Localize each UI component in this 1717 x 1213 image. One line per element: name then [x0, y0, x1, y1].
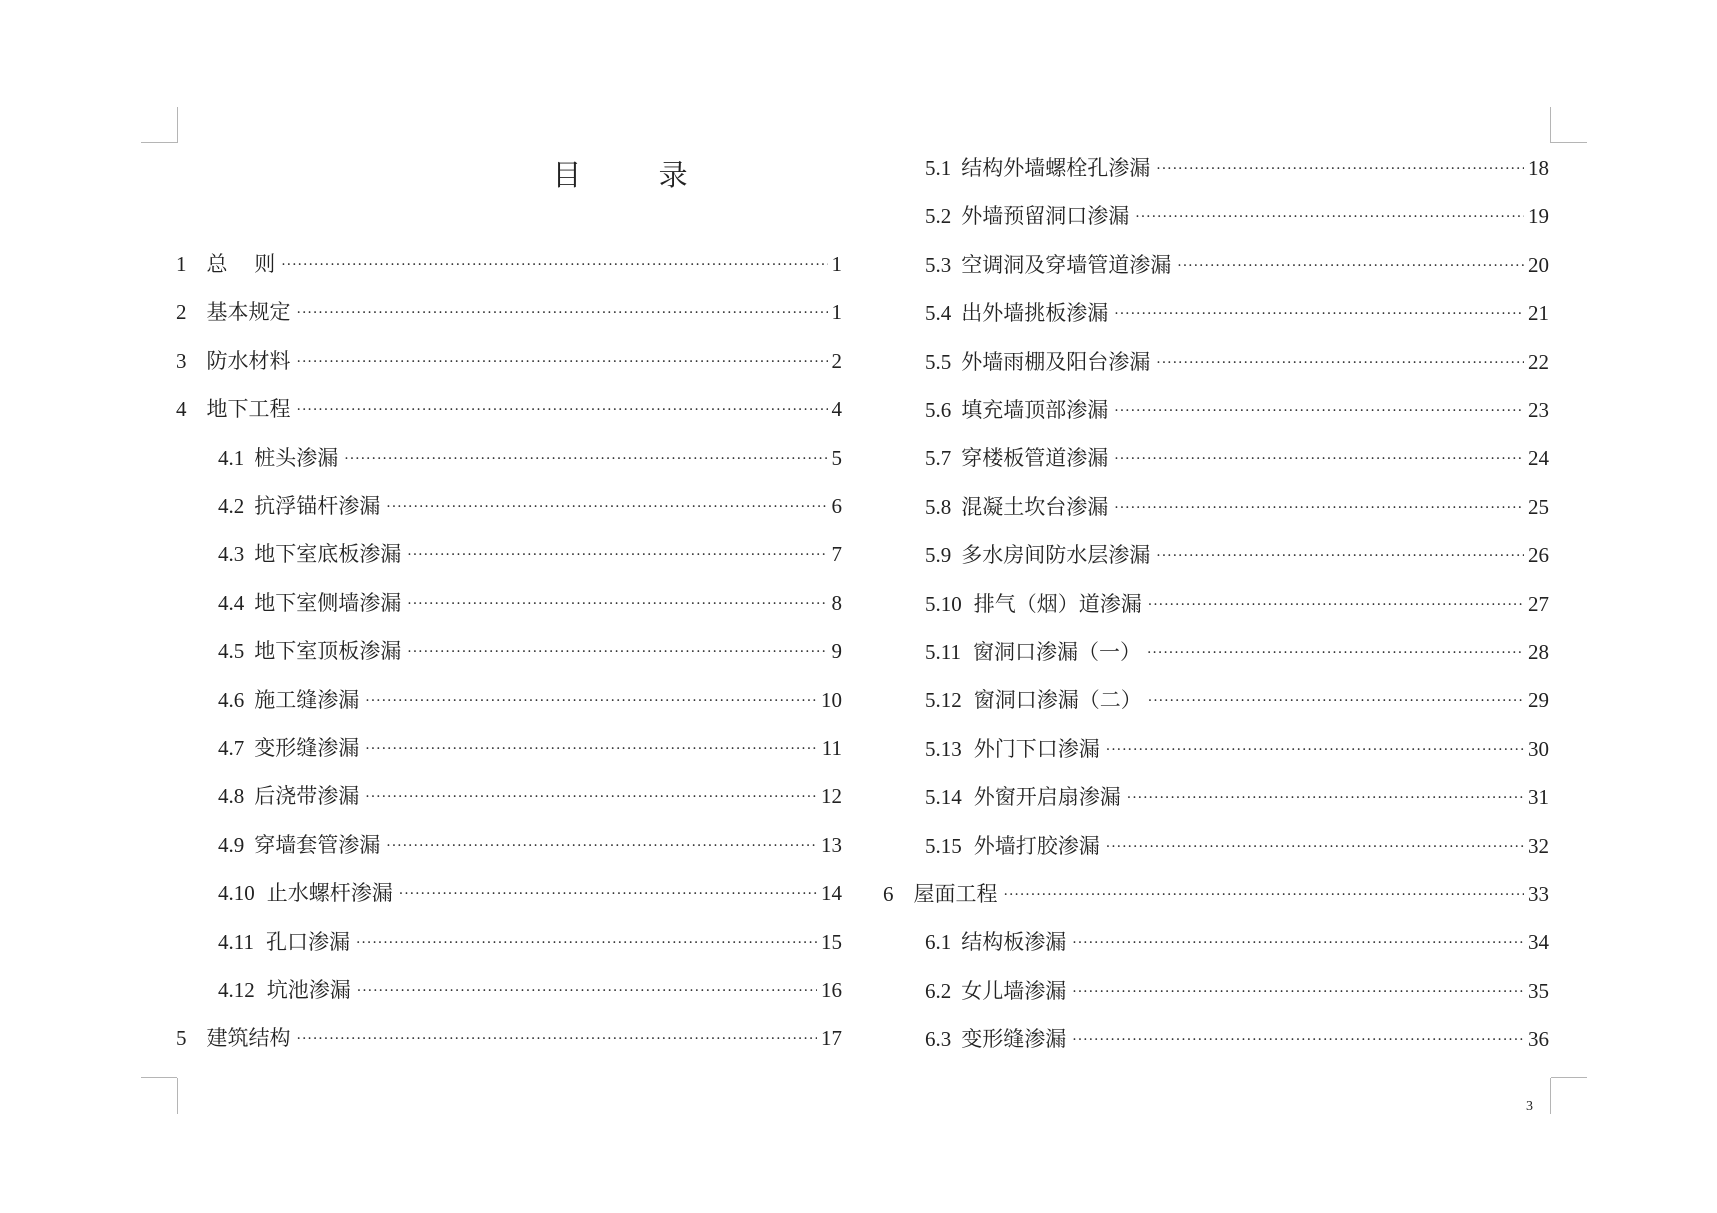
toc-entry-page: 12 — [821, 784, 842, 809]
toc-entry-page: 18 — [1528, 156, 1549, 180]
toc-entry[interactable] — [176, 873, 842, 907]
toc-dot-leader — [297, 352, 828, 372]
toc-entry-number: 4.12 — [218, 978, 255, 1002]
toc-entry-number: 5.3 — [925, 252, 952, 277]
toc-entry-title: 屋面工程 — [913, 882, 998, 906]
toc-entry-page: 15 — [821, 929, 842, 954]
toc-entry-number: 4.4 — [218, 590, 245, 615]
toc-entry-title: 防水材料 — [206, 348, 291, 373]
toc-entry-title: 穿墙套管渗漏 — [254, 832, 381, 857]
toc-dot-leader — [1148, 691, 1524, 711]
toc-entry-number: 4 — [176, 397, 187, 422]
toc-entry-number: 6.2 — [925, 978, 952, 1003]
toc-dot-leader — [1156, 353, 1524, 373]
toc-entry-page: 21 — [1528, 301, 1549, 326]
toc-dot-leader — [365, 739, 818, 759]
toc-dot-leader — [1114, 401, 1524, 421]
toc-dot-leader — [1004, 885, 1525, 905]
toc-entry[interactable] — [176, 292, 842, 326]
toc-dot-leader — [1127, 788, 1524, 808]
toc-entry[interactable] — [883, 922, 1549, 956]
toc-entry-title: 地下室侧墙渗漏 — [254, 590, 402, 615]
toc-entry[interactable] — [883, 148, 1549, 182]
toc-dot-leader — [407, 545, 827, 565]
toc-entry[interactable] — [883, 632, 1549, 666]
toc-dot-leader — [1148, 595, 1524, 615]
toc-entry[interactable] — [883, 438, 1549, 472]
toc-entry-title: 出外墙挑板渗漏 — [961, 301, 1109, 326]
toc-entry-page: 1 — [831, 300, 842, 325]
toc-entry-title: 窗洞口渗漏（二） — [973, 688, 1142, 713]
toc-entry-page: 2 — [831, 348, 842, 373]
toc-entry-number: 6.1 — [925, 930, 952, 955]
toc-entry-page: 11 — [821, 736, 842, 760]
toc-entry-page: 19 — [1528, 204, 1549, 229]
crop-mark-bottom-right-h — [1551, 1077, 1587, 1078]
toc-entry[interactable] — [176, 922, 842, 956]
toc-dot-leader — [1072, 982, 1524, 1002]
toc-dot-leader — [365, 691, 817, 711]
toc-dot-leader — [365, 787, 817, 807]
toc-dot-leader — [297, 303, 828, 323]
toc-entry-title: 基本规定 — [206, 300, 291, 325]
toc-entry-number: 2 — [176, 300, 187, 325]
crop-mark-top-left-v — [177, 107, 178, 143]
toc-entry-title: 孔口渗漏 — [265, 929, 350, 954]
toc-entry-title: 变形缝渗漏 — [961, 1027, 1067, 1052]
toc-entry[interactable] — [883, 245, 1549, 279]
toc-entry-number: 6.3 — [925, 1027, 952, 1052]
toc-entry[interactable] — [883, 971, 1549, 1005]
toc-dot-leader — [1072, 1030, 1524, 1050]
crop-mark-bottom-left-h — [141, 1077, 177, 1078]
toc-dot-leader — [1106, 740, 1524, 760]
toc-entry-page: 27 — [1528, 591, 1549, 616]
toc-entry-page: 4 — [831, 397, 842, 422]
toc-dot-leader — [1147, 643, 1524, 663]
toc-entry-page: 14 — [821, 881, 842, 906]
toc-dot-leader — [1156, 159, 1524, 179]
toc-entry[interactable] — [883, 874, 1549, 908]
toc-entry-title: 结构外墙螺栓孔渗漏 — [961, 156, 1151, 180]
toc-entry-title: 多水房间防水层渗漏 — [961, 543, 1151, 568]
toc-dot-leader — [344, 449, 827, 469]
toc-entry[interactable] — [883, 390, 1549, 424]
toc-entry-number: 3 — [176, 348, 187, 373]
toc-entry[interactable] — [883, 342, 1549, 376]
toc-entry-number: 4.6 — [218, 687, 245, 712]
toc-entry[interactable] — [883, 487, 1549, 521]
toc-dot-leader — [1135, 207, 1524, 227]
toc-dot-leader — [386, 497, 827, 517]
toc-entry[interactable] — [176, 438, 842, 472]
toc-entry-page: 23 — [1528, 398, 1549, 422]
toc-entry-title: 外窗开启扇渗漏 — [973, 785, 1121, 810]
toc-entry-title: 建筑结构 — [206, 1026, 291, 1051]
toc-entry-number: 4.1 — [218, 445, 245, 470]
toc-entry-title: 桩头渗漏 — [254, 445, 339, 470]
toc-entry-number: 5.9 — [925, 543, 952, 568]
toc-entry-title: 外墙雨棚及阳台渗漏 — [961, 349, 1151, 374]
toc-entry[interactable] — [176, 1018, 842, 1052]
toc-entry[interactable] — [883, 535, 1549, 569]
toc-entry-number: 5.2 — [925, 204, 952, 229]
toc-entry-number: 4.8 — [218, 784, 245, 809]
toc-entry[interactable] — [883, 1019, 1549, 1053]
toc-entry-title: 地下室顶板渗漏 — [254, 639, 402, 664]
toc-dot-leader — [386, 836, 817, 856]
toc-entry-title: 女儿墙渗漏 — [961, 978, 1067, 1003]
toc-entry-title: 抗浮锚杆渗漏 — [254, 494, 381, 518]
toc-dot-leader — [1156, 546, 1524, 566]
toc-entry-number: 5.7 — [925, 446, 952, 471]
toc-dot-leader — [1106, 837, 1524, 857]
toc-entry-title: 窗洞口渗漏（一） — [972, 640, 1141, 664]
crop-mark-top-right-h — [1551, 142, 1587, 143]
toc-entry[interactable] — [176, 341, 842, 375]
toc-entry[interactable] — [883, 196, 1549, 230]
toc-entry-number: 5.15 — [925, 833, 962, 858]
toc-entry-page: 30 — [1528, 736, 1549, 761]
toc-entry-page: 28 — [1528, 640, 1549, 664]
toc-entry[interactable] — [883, 680, 1549, 714]
toc-entry-number: 4.7 — [218, 736, 245, 760]
toc-entry[interactable] — [883, 729, 1549, 763]
toc-entry-number: 4.11 — [218, 929, 254, 954]
toc-entry-number: 5.13 — [925, 736, 962, 761]
toc-entry-title: 变形缝渗漏 — [254, 736, 360, 760]
toc-entry-title: 外门下口渗漏 — [973, 736, 1100, 761]
toc-entry-title: 后浇带渗漏 — [254, 784, 360, 809]
toc-entry-title: 坑池渗漏 — [266, 978, 351, 1002]
toc-entry-page: 5 — [831, 445, 842, 470]
page-title: 目 录 — [552, 158, 722, 192]
crop-mark-bottom-right-v — [1550, 1078, 1551, 1114]
toc-entry-title: 总 则 — [206, 252, 276, 276]
toc-dot-leader — [357, 981, 817, 1001]
toc-dot-leader — [399, 884, 817, 904]
toc-entry-number: 5.10 — [925, 591, 962, 616]
toc-entry-number: 5.8 — [925, 494, 952, 519]
toc-entry-page: 10 — [821, 687, 842, 712]
toc-entry[interactable] — [883, 584, 1549, 618]
toc-entry[interactable] — [176, 970, 842, 1004]
toc-entry-page: 25 — [1528, 494, 1549, 519]
toc-entry-number: 5.1 — [925, 156, 952, 180]
toc-entry-number: 5.14 — [925, 785, 962, 810]
toc-entry-page: 34 — [1528, 930, 1549, 955]
toc-entry-number: 1 — [176, 252, 187, 276]
toc-entry-page: 6 — [831, 494, 842, 518]
crop-mark-top-right-v — [1550, 107, 1551, 143]
toc-entry-number: 4.5 — [218, 639, 245, 664]
toc-entry-number: 4.3 — [218, 542, 245, 567]
toc-entry-number: 5.6 — [925, 398, 952, 422]
toc-dot-leader — [407, 642, 827, 662]
toc-entry[interactable] — [176, 680, 842, 714]
toc-entry-page: 13 — [821, 832, 842, 857]
toc-entry-number: 4.10 — [218, 881, 255, 906]
toc-entry-page: 29 — [1528, 688, 1549, 713]
crop-mark-bottom-left-v — [177, 1078, 178, 1114]
toc-entry[interactable] — [176, 776, 842, 810]
toc-dot-leader — [1177, 256, 1524, 276]
toc-entry-page: 16 — [821, 978, 842, 1002]
toc-entry[interactable] — [883, 777, 1549, 811]
toc-entry-page: 26 — [1528, 543, 1549, 568]
toc-entry-number: 5.5 — [925, 349, 952, 374]
toc-entry[interactable] — [176, 244, 842, 278]
page-number: 3 — [1526, 1099, 1533, 1114]
toc-entry-title: 结构板渗漏 — [961, 930, 1067, 955]
toc-entry-title: 混凝土坎台渗漏 — [961, 494, 1109, 519]
toc-entry-page: 33 — [1528, 882, 1549, 906]
toc-entry-number: 5.11 — [925, 640, 961, 664]
toc-entry[interactable] — [176, 728, 842, 762]
toc-entry[interactable] — [176, 583, 842, 617]
toc-entry-title: 排气（烟）道渗漏 — [973, 591, 1142, 616]
toc-dot-leader — [1114, 304, 1524, 324]
toc-dot-leader — [1072, 933, 1524, 953]
toc-entry-number: 5.4 — [925, 301, 952, 326]
toc-entry-page: 8 — [831, 590, 842, 615]
toc-dot-leader — [281, 255, 827, 275]
toc-entry-number: 4.2 — [218, 494, 245, 518]
toc-entry-page: 20 — [1528, 252, 1549, 277]
toc-entry[interactable] — [176, 389, 842, 423]
toc-entry-title: 施工缝渗漏 — [254, 687, 360, 712]
toc-entry-number: 5.12 — [925, 688, 962, 713]
crop-mark-top-left-h — [141, 142, 177, 143]
toc-entry-title: 地下工程 — [206, 397, 291, 422]
toc-entry-page: 1 — [831, 252, 842, 276]
toc-dot-leader — [356, 933, 817, 953]
toc-dot-leader — [297, 1029, 818, 1049]
toc-entry-title: 外墙预留洞口渗漏 — [961, 204, 1130, 229]
toc-entry[interactable] — [176, 631, 842, 665]
toc-entry[interactable] — [176, 534, 842, 568]
toc-entry[interactable] — [883, 293, 1549, 327]
toc-entry-page: 9 — [831, 639, 842, 664]
toc-dot-leader — [1114, 498, 1524, 518]
toc-entry-title: 穿楼板管道渗漏 — [961, 446, 1109, 471]
toc-entry-page: 35 — [1528, 978, 1549, 1003]
toc-entry-title: 空调洞及穿墙管道渗漏 — [961, 252, 1172, 277]
toc-entry-number: 6 — [883, 882, 894, 906]
toc-entry-page: 17 — [821, 1026, 842, 1051]
toc-entry-page: 7 — [831, 542, 842, 567]
toc-entry-title: 填充墙顶部渗漏 — [961, 398, 1109, 422]
toc-entry-page: 32 — [1528, 833, 1549, 858]
toc-entry-title: 外墙打胶渗漏 — [973, 833, 1100, 858]
toc-entry[interactable] — [883, 826, 1549, 860]
toc-entry-page: 22 — [1528, 349, 1549, 374]
toc-dot-leader — [1114, 449, 1524, 469]
toc-entry[interactable] — [176, 486, 842, 520]
toc-entry-title: 止水螺杆渗漏 — [266, 881, 393, 906]
toc-dot-leader — [407, 594, 827, 614]
toc-entry-page: 24 — [1528, 446, 1549, 471]
toc-entry[interactable] — [176, 825, 842, 859]
toc-entry-page: 31 — [1528, 785, 1549, 810]
toc-entry-page: 36 — [1528, 1027, 1549, 1052]
toc-dot-leader — [297, 400, 828, 420]
toc-entry-title: 地下室底板渗漏 — [254, 542, 402, 567]
toc-entry-number: 4.9 — [218, 832, 245, 857]
toc-entry-number: 5 — [176, 1026, 187, 1051]
